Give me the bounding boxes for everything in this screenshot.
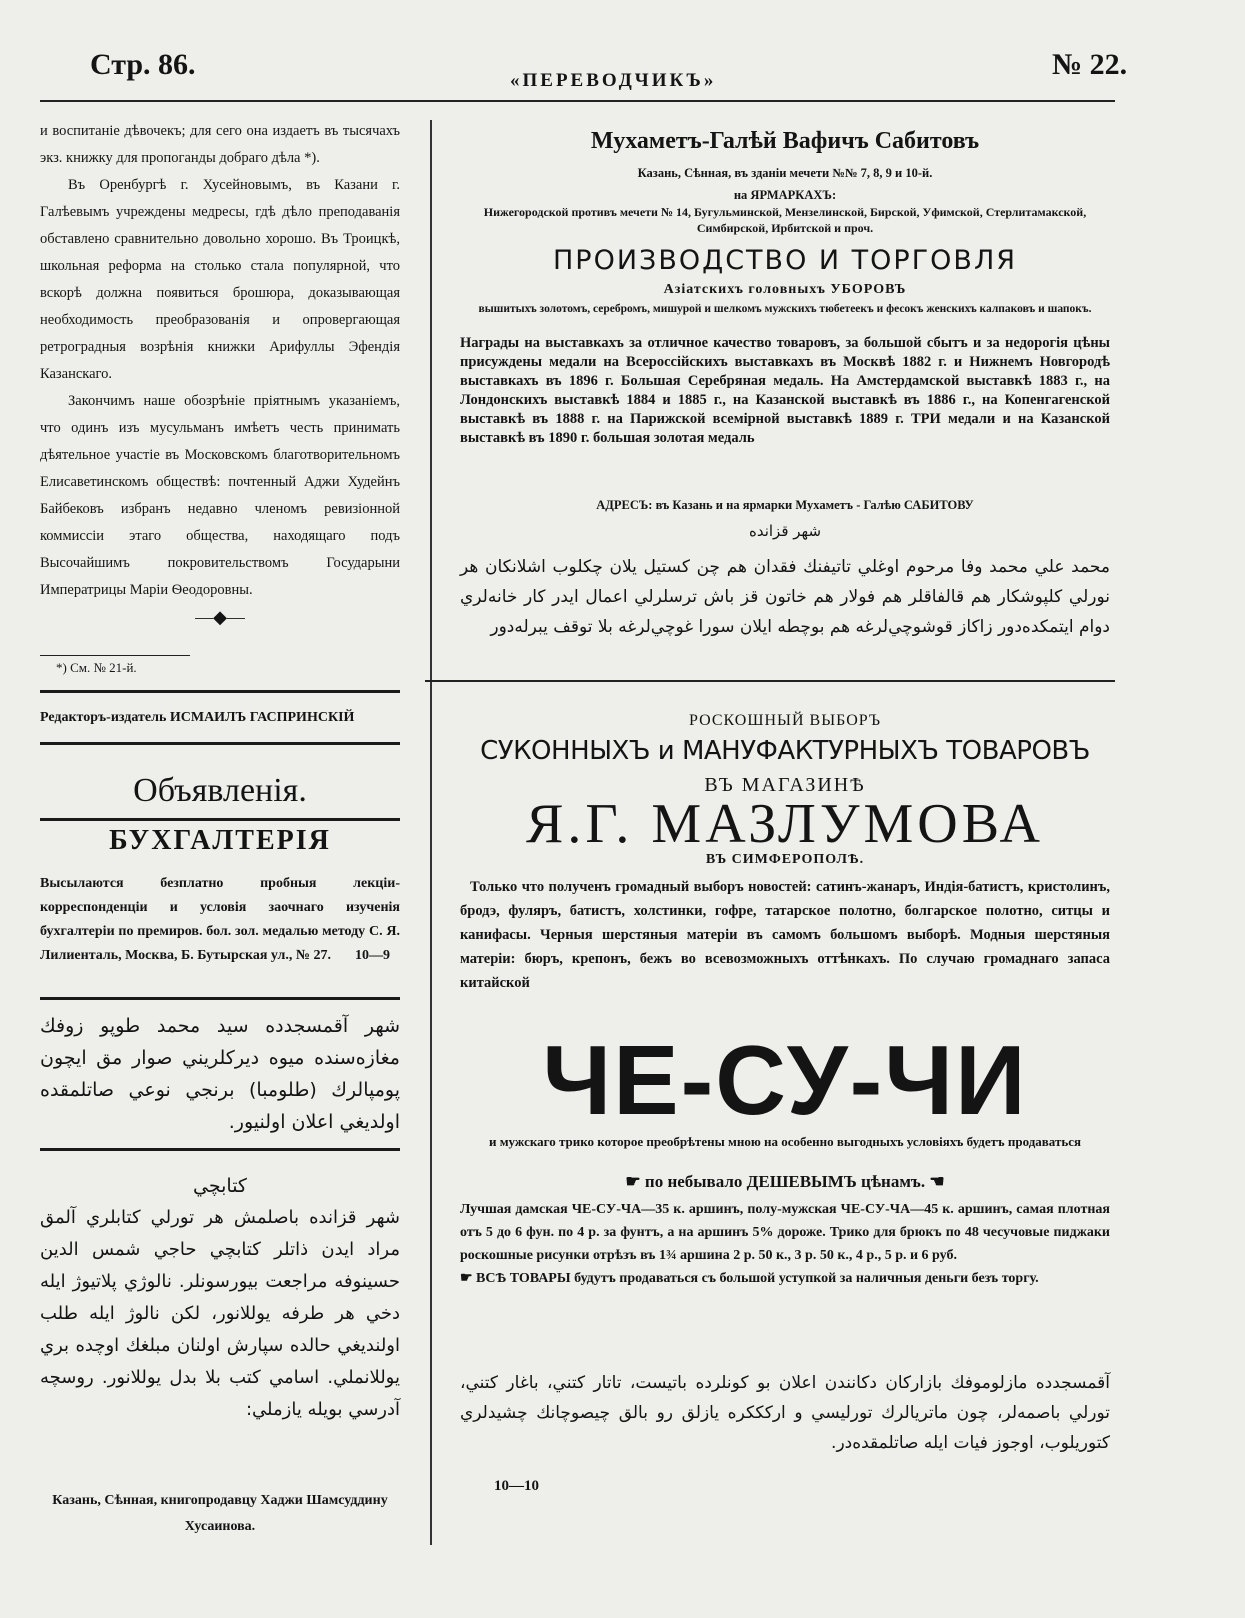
prices-text xyxy=(460,1198,1110,1290)
merchant-arabic-text: محمد علي محمد وفا مرحوم اوغلي تاتيفنك فقدان هم چن كستيل يلان چكلوب اشلانكان هر نورلي كلپوشكار هم قالفاقلر هم فولار هم خاتون قز باش ترسلرلي اعمال ايدر كار خانه‌لري دوام ايتمكده‌دور زاكاز قوشوچي‌لرغه هم بوچطه ايلان سورا غوچي‌لرغه بلا توقف يبرله‌دور xyxy=(460,557,1110,637)
awards-paragraph: Награды на выставкахъ за отличное качество товаровъ, за большой сбытъ и за недорогія цѣны присуждены медали на Всероссійскихъ выставкахъ въ Москвѣ 1882 г. и Нижнемъ Новгородѣ выставкахъ въ 1896 г. Большая Серебряная медаль. На Амстердамской выставкѣ 1883 г., на Лондонскихъ выставкѣ 1884 и 1885 г., на Казанской выставкѣ въ 1886 г., на Копенгагенской выставкѣ въ 1888 г. на Парижской всемірной выставкѣ 1889 г. ТРИ медали и на Казанской выставкѣ въ 1890 г. большая золотая медаль xyxy=(460,335,1110,446)
section-rule xyxy=(425,680,1115,682)
chesuchi-headline: ЧЕ-СУ-ЧИ xyxy=(542,1025,1028,1135)
section-rule xyxy=(40,818,400,821)
ornament-divider: —◆— xyxy=(195,607,245,627)
article-paragraph: Закончимъ наше обозрѣніе пріятнымъ указаніемъ, что одинъ изъ мусульманъ имѣетъ честь принимать дѣятельное участіе въ Московскомъ благотворительномъ Елисаветинскомъ обществѣ: почтенный Аджи Худейнъ Байбековъ избранъ недавно членомъ ревизіонной коммиссіи этаго общества, находящаго подъ Высочайшимъ покровительствомъ Государыни Императрицы Маріи Ѳеодоровны. xyxy=(40,393,400,598)
prices-paragraph: Лучшая дамская ЧЕ-СУ-ЧА—35 к. аршинъ, полу-мужская ЧЕ-СУ-ЧА—45 к. аршинъ, самая плотная отъ 5 до 6 фун. по 4 р. за фунтъ, а на аршинъ 5% дороже. Трико для брюкъ по 48 чесучовые пиджаки роскошные рисунки отрѣзъ въ 1¾ аршина 2 р. 50 к., 3 р. 50 к., 4 р., 5 р. и 6 руб. xyxy=(460,1202,1110,1263)
bookseller-address: Казань, Сѣнная, книгопродавцу Хаджи Шамсуддину Хусаинова. xyxy=(52,1493,388,1534)
bookkeeping-body: Высылаются безплатно пробныя лекціи-корреспонденціи и условія заочнаго изученія бухгалтеріи по премиров. бол. зол. медалью методу С. Я. Лилиенталь, Москва, Б. Бутырская ул., № 27. xyxy=(40,876,400,963)
arabic-subheading: شهر قزانده xyxy=(748,522,822,540)
arabic-ad-bookseller xyxy=(40,1170,400,1426)
ad-number: 10—10 xyxy=(494,1478,539,1494)
merchant-city: Казань, Сѣнная, въ зданіи мечети №№ 7, 8, 9 и 10-й. xyxy=(637,166,933,180)
store-paragraph: Только что полученъ громадный выборъ новостей: сатинъ-жанаръ, Индія-батистъ, кристолинъ, бродэ, фуляръ, батистъ, холстинки, гофре, татарское полотно, болгарское полотно, ситцы и канифасы. Черныя шерстяныя матеріи въ самомъ большомъ выборѣ. Модныя шерстяныя матеріи: бюръ, крепонъ, бежъ во всевозможныхъ оттѣнкахъ. По случаю громаднаго запаса китайской xyxy=(460,879,1110,991)
bookkeeping-text xyxy=(40,872,400,968)
header-rule xyxy=(40,100,1115,102)
section-rule xyxy=(40,1148,400,1151)
page-number: Стр. 86. xyxy=(90,48,196,81)
fairs-heading: на ЯРМАРКАХЪ: xyxy=(733,188,837,202)
bookkeeping-title: БУХГАЛТЕРІЯ xyxy=(109,825,331,856)
bookseller-text: شهر قزانده باصلمش هر تورلي كتابلري آلمق مراد ايدن ذاتلر كتابچي حاجي شمس الدين حسينوفه مراجعت بيورسونلر. نالوژي پلاتيوژ ايله دخي هر طرفه يوللانور، لكن نالوژ ايله طلب اولنديغي حالده سپارش اولنان مبلغك اوچده بري يوللانملي. اسامي كتب بلا بدل يوللانور. روسچه آدرسي بويله يازملي: xyxy=(40,1207,400,1420)
section-rule xyxy=(40,690,400,693)
newspaper-title: «ПЕРЕВОДЧИКЪ» xyxy=(510,70,717,91)
section-rule xyxy=(40,997,400,1000)
store-arabic-text: آقمسجدده مازلوموفك بازاركان دكانندن اعلان بو كونلرده باتيست، تاتار كتني، باغار كتني، تورلي باصمه‌لر، چون ماتريالرك تورليسي و اركككره يازلق رو بالق چيصوچانك چشيدلري كتوريلوب، اوجوز فيات ايله صاتلمقده‌در. xyxy=(460,1373,1110,1453)
store-text xyxy=(460,875,1110,995)
asian-hats-heading: Азіатскихъ головныхъ УБОРОВЪ xyxy=(663,282,907,297)
editor-line: Редакторъ-издатель ИСМАИЛЪ ГАСПРИНСКІЙ xyxy=(40,710,355,725)
ad-number: 10—9 xyxy=(355,948,390,963)
arabic-ad-pumps: شهر آقمسجدده سيد محمد طوپو زوفك مغازه‌سنده ميوه ديركلريني صوار مق ايچون پومپالرك (طلومبا) برنجي نوعي صاتلمقده اولديغي اعلان اولنيور. xyxy=(40,1015,400,1133)
ads-heading: Объявленія. xyxy=(133,772,307,809)
store-in-heading: ВЪ МАГАЗИНѢ xyxy=(704,774,866,796)
issue-number: № 22. xyxy=(1052,48,1128,81)
article-paragraph: и воспитаніе дѣвочекъ; для сего она издаетъ въ тысячахъ экз. книжку для пропоганды добраго дѣла *). xyxy=(40,123,400,166)
merchant-address: АДРЕСЪ: въ Казань и на ярмарки Мухаметъ - Галѣю САБИТОВУ xyxy=(596,498,974,512)
bookseller-title: كتابچي xyxy=(193,1175,247,1197)
store-name: Я.Г. МАЗЛУМОВА xyxy=(526,793,1044,855)
section-rule xyxy=(40,742,400,745)
production-heading: ПРОИЗВОДСТВО И ТОРГОВЛЯ xyxy=(552,245,1018,276)
hats-description: вышитыхъ золотомъ, серебромъ, мишурой и шелкомъ мужскихъ тюбетеекъ и фесокъ женскихъ калпаковъ и шапокъ. xyxy=(478,303,1092,315)
trico-text: и мужскаго трико которое преобрѣтены мною на особенно выгодныхъ условіяхъ будетъ продаваться xyxy=(488,1134,1082,1149)
footnote: *) См. № 21-й. xyxy=(56,660,137,675)
merchant-name: Мухаметъ-Галѣй Вафичъ Сабитовъ xyxy=(590,128,980,154)
article-paragraph: Въ Оренбургѣ г. Хусейновымъ, въ Казани г. Галѣевымъ учреждены медресы, гдѣ дѣло преподаванія обставлено сравнительно довольно хорошо. Въ Троицкѣ, школьная реформа на столько стала популярной, что вскорѣ должна появиться брошюра, доказывающая необходимость преобразованія и опровергающая ретроградныя возрѣнія книжки Арифуллы Эфендія Казанскаго. xyxy=(40,177,400,382)
column-divider xyxy=(430,120,432,1545)
store-pre-heading: РОСКОШНЫЙ ВЫБОРЪ xyxy=(689,712,881,729)
all-goods-paragraph: ☛ ВСѢ ТОВАРЫ будутъ продаваться съ большой уступкой за наличныя деньги безъ торгу. xyxy=(460,1271,1039,1286)
fairs-list: Нижегородской противъ мечети № 14, Бугульминской, Мензелинской, Бирской, Уфимской, Стерлитамакской, Симбирской, Ирбитской и проч. xyxy=(483,205,1087,235)
article-column xyxy=(40,118,400,630)
footnote-rule xyxy=(40,655,190,656)
awards-text xyxy=(460,334,1110,448)
cheap-prices-line: ☛ по небывало ДЕШЕВЫМЪ цѣнамъ. ☚ xyxy=(625,1172,945,1191)
store-city: ВЪ СИМФЕРОПОЛѢ. xyxy=(705,852,865,867)
store-goods-heading: СУКОННЫХЪ и МАНУФАКТУРНЫХЪ ТОВАРОВЪ xyxy=(480,736,1090,766)
